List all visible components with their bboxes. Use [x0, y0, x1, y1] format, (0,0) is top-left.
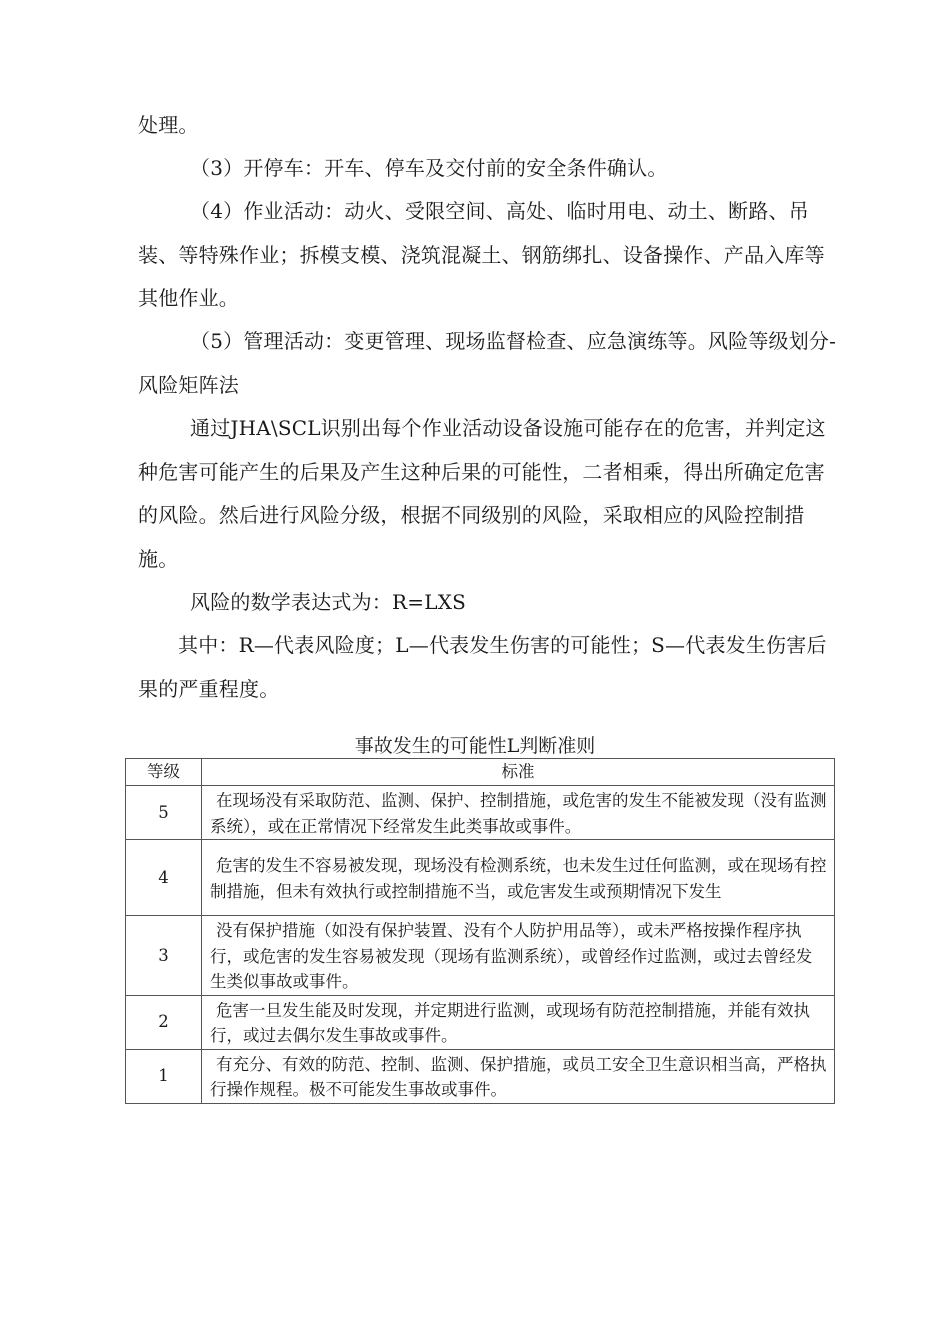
table-row — [126, 916, 835, 996]
likelihood-criteria-table — [125, 758, 835, 1104]
level-cell: 4 — [126, 840, 202, 916]
table-row — [126, 995, 835, 1049]
level-cell: 1 — [126, 1049, 202, 1103]
table-row — [126, 1049, 835, 1103]
criteria-cell: 有充分、有效的防范、控制、监测、保护措施，或员工安全卫生意识相当高，严格执行操作规程。极不可能发生事故或事件。 — [202, 1049, 835, 1103]
header-level: 等级 — [126, 759, 202, 786]
table-header-row — [126, 759, 835, 786]
paragraph-method: 通过JHA\SCL识别出每个作业活动设备设施可能存在的危害，并判定这种危害可能产生的后果及产生这种后果的可能性，二者相乘，得出所确定危害的风险。然后进行风险分级，根据不同级别的风险，采取相应的风险控制措施。 — [138, 416, 826, 571]
paragraph-formula: 风险的数学表达式为：R=LXS — [190, 590, 467, 614]
header-criteria: 标准 — [202, 759, 835, 786]
table-title: 事故发生的可能性L判断准则 — [354, 735, 596, 757]
table-row — [126, 840, 835, 916]
paragraph-item-5: （5）管理活动：变更管理、现场监督检查、应急演练等。风险等级划分-风险矩阵法 — [138, 329, 837, 397]
paragraph-item-4: （4）作业活动：动火、受限空间、高处、临时用电、动土、断路、吊装、等特殊作业；拆模支模、浇筑混凝土、钢筋绑扎、设备操作、产品入库等其他作业。 — [138, 199, 825, 310]
criteria-cell: 危害一旦发生能及时发现，并定期进行监测，或现场有防范控制措施，并能有效执行，或过去偶尔发生事故或事件。 — [202, 995, 835, 1049]
paragraph-continuation: 处理。 — [138, 113, 199, 137]
level-cell: 2 — [126, 995, 202, 1049]
table-row — [126, 786, 835, 840]
criteria-cell: 没有保护措施（如没有保护装置、没有个人防护用品等），或未严格按操作程序执行，或危害的发生容易被发现（现场有监测系统），或曾经作过监测，或过去曾经发生类似事故或事件。 — [202, 916, 835, 996]
level-cell: 5 — [126, 786, 202, 840]
criteria-cell: 在现场没有采取防范、监测、保护、控制措施，或危害的发生不能被发现（没有监测系统），或在正常情况下经常发生此类事故或事件。 — [202, 786, 835, 840]
paragraph-definitions: 其中：R—代表风险度；L—代表发生伤害的可能性；S—代表发生伤害后果的严重程度。 — [138, 633, 827, 701]
criteria-cell: 危害的发生不容易被发现，现场没有检测系统，也未发生过任何监测，或在现场有控制措施，但未有效执行或控制措施不当，或危害发生或预期情况下发生 — [202, 840, 835, 916]
level-cell: 3 — [126, 916, 202, 996]
paragraph-item-3: （3）开停车：开车、停车及交付前的安全条件确认。 — [190, 156, 668, 180]
